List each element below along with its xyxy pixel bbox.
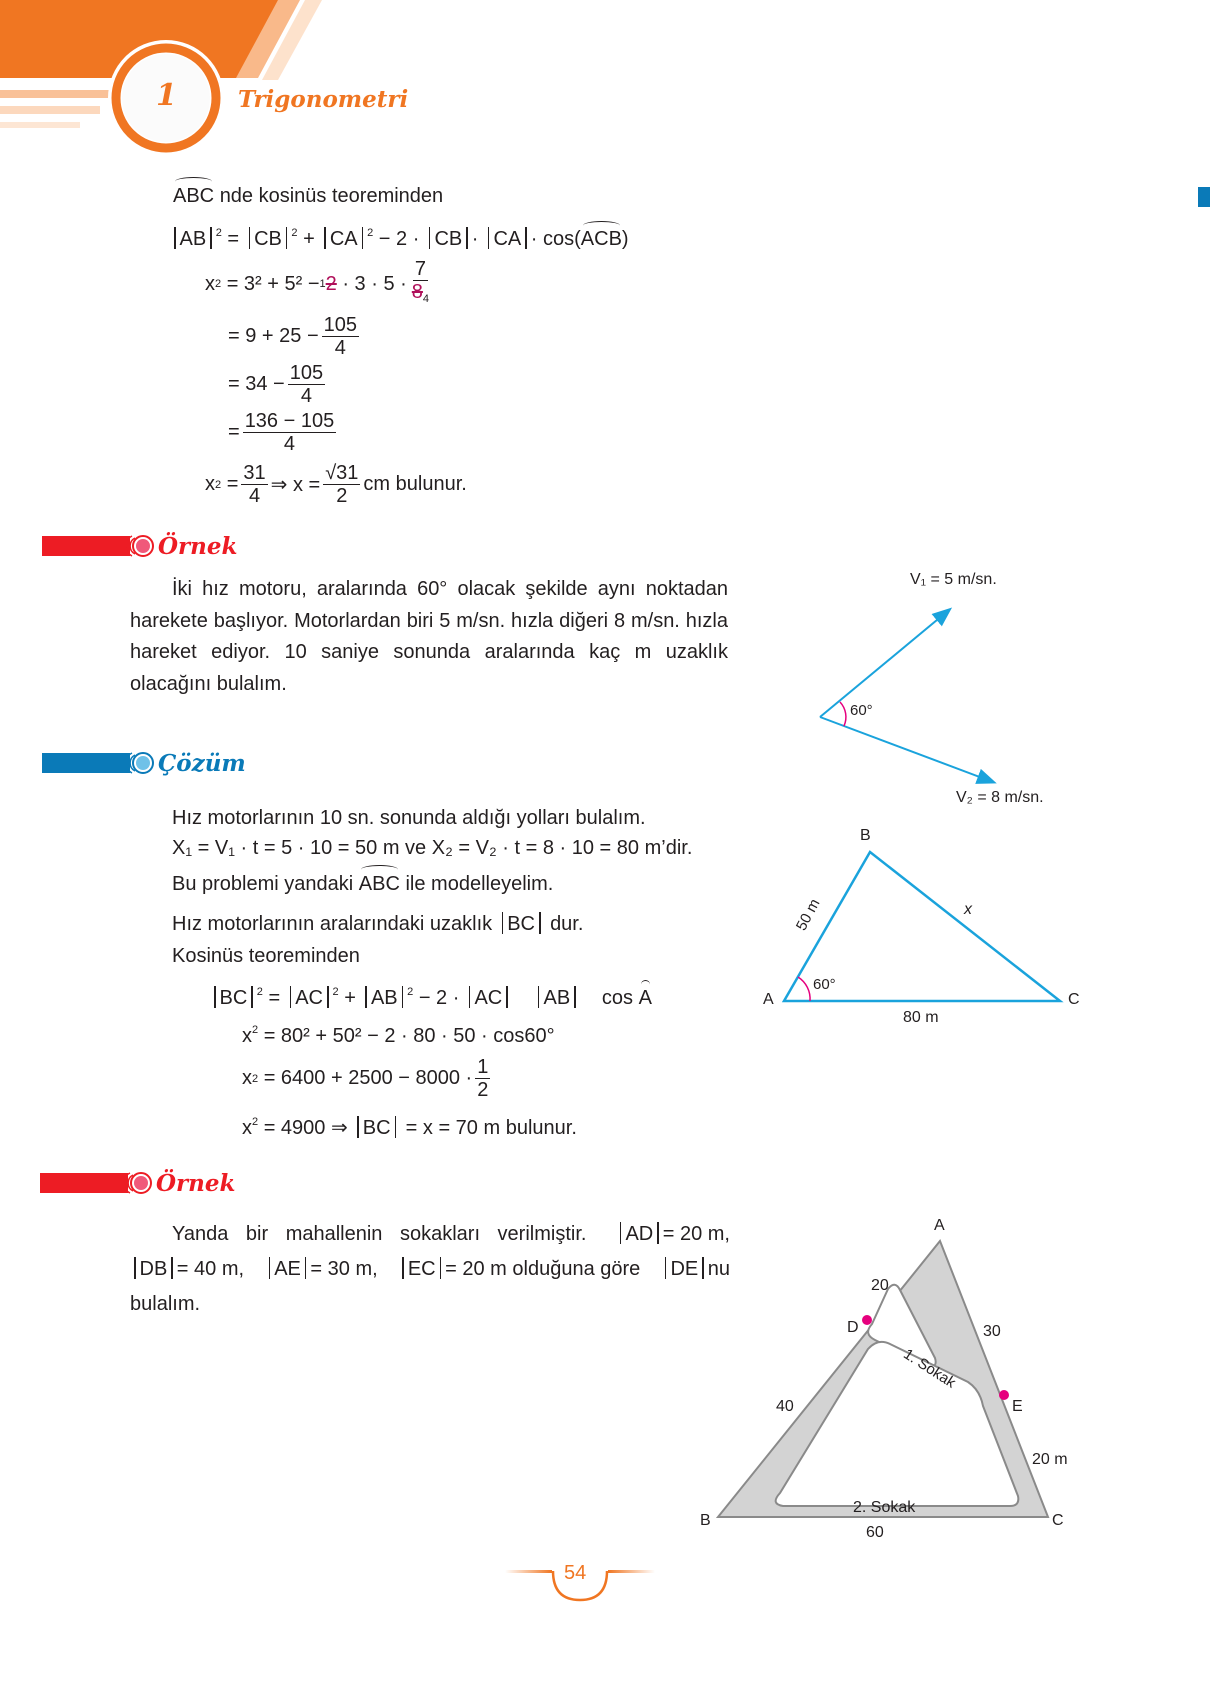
example-2-line-2: [130, 1257, 730, 1281]
chapter-title: Trigonometri: [238, 86, 409, 113]
line-3-pre: Bu problemi yandaki: [172, 873, 354, 895]
seg-ab-2: AB: [543, 987, 571, 1009]
example-heading: [42, 533, 237, 559]
frac-num: 136 − 105: [244, 410, 335, 432]
de-suffix: nu: [707, 1258, 730, 1280]
line-4-pre: Hız motorlarının aralarındaki uzaklık: [172, 913, 493, 935]
frac-den: 2: [477, 1079, 489, 1101]
frac-num: 1: [477, 1056, 489, 1078]
line-4-post: dur.: [550, 913, 584, 935]
seg-ad: AD: [625, 1223, 654, 1245]
v1-label: V₁ = 5 m/sn.: [910, 571, 997, 588]
seg-bc: BC: [219, 987, 248, 1009]
side-ad-label: 20: [871, 1277, 889, 1294]
seg-ca-2: CA: [493, 228, 522, 250]
velocity-vectors-figure: [800, 560, 1080, 810]
cosine-formula: AB $^2$ = CB $^2$ + CA $^2$ − 2 · CB · CA · cos(ACB): [170, 227, 629, 251]
intro-text: nde kosinüs teoreminden: [219, 185, 444, 207]
solution-line-5: Kosinüs teoreminden: [172, 945, 360, 967]
line-1-text: Yanda bir mahallenin sokakları verilmiştir.: [172, 1223, 587, 1245]
seg-de: DE: [670, 1258, 699, 1280]
seg-db: DB: [139, 1258, 168, 1280]
new-den: 4: [422, 293, 430, 305]
step-2-text: = 6400 + 2500 − 8000 ·: [263, 1067, 473, 1089]
side-ec-label: 20 m: [1032, 1451, 1068, 1468]
v2-label: V₂ = 8 m/sn.: [956, 789, 1044, 806]
step-3-post: = x = 70 m bulunur.: [405, 1117, 577, 1139]
page-number: 54: [564, 1562, 587, 1584]
frac-den: 4: [283, 433, 296, 455]
ad-value: = 20 m,: [662, 1223, 730, 1245]
edge-tab-marker: [1198, 187, 1210, 207]
solution-label: Çözüm: [158, 749, 246, 777]
x-var: x: [242, 1025, 252, 1047]
cancelled-eight: 8: [411, 281, 423, 303]
vertex-d: D: [847, 1319, 859, 1336]
frac-num: 105: [289, 362, 324, 384]
solution-line-4: [172, 912, 583, 936]
cancelled-two: 2: [325, 272, 337, 295]
minus-two: − 2 ·: [418, 987, 460, 1009]
frac-den: 4: [300, 385, 312, 407]
seg-ae: AE: [274, 1258, 301, 1280]
seg-ab: AB: [179, 228, 207, 250]
seg-cb-2: CB: [434, 228, 463, 250]
result-suffix: cm bulunur.: [363, 473, 467, 495]
vertex-b: B: [860, 827, 871, 844]
vertex-e: E: [1012, 1398, 1023, 1415]
x-var: x: [242, 1117, 252, 1139]
side-bc-label: x: [964, 901, 972, 918]
example-2-line-3: bulalım.: [130, 1293, 201, 1315]
angle-label: 60°: [850, 702, 873, 719]
x-var: x: [205, 473, 215, 495]
example-1-text: İki hız motoru, aralarında 60° olacak şekilde aynı noktadan harekete başlıyor. Motorlardan biri 5 m/sn. hızla diğeri 8 m/sn. hızla hareket ediyor. 10 saniye sonunda aralarında kaç m uzaklık olacağını bulalım.: [130, 578, 728, 695]
x-var: x: [242, 1067, 252, 1089]
frac-num: 7: [414, 258, 426, 280]
frac-den: 2: [336, 485, 348, 507]
step-1: x 2 = 3² + 5² − 1 2 · 3 · 5 · $\frac{7}{8_4}$: [205, 258, 430, 305]
solution-line-3: [172, 872, 553, 896]
step-4: [228, 410, 339, 455]
vertex-a: A: [763, 991, 774, 1008]
frac-den: 4: [248, 485, 261, 507]
example-heading-2: [40, 1170, 235, 1196]
step-1-text: = 80² + 50² − 2 · 80 · 50 · cos60°: [263, 1025, 555, 1047]
solution-step-2: x 2 = 6400 + 2500 − 8000 · $\frac{1}{2}$: [242, 1056, 489, 1101]
frac-num: 105: [323, 314, 358, 336]
chapter-number: 1: [156, 78, 177, 113]
step-3-pre: = 4900 ⇒: [263, 1117, 348, 1139]
angle-acb: ACB: [580, 228, 622, 250]
solution-heading: [42, 750, 246, 776]
line-3-post: ile modelleyelim.: [405, 873, 554, 895]
x-var: x: [205, 272, 215, 295]
step-1-text: = 3² + 5² −: [226, 272, 320, 295]
frac-num: 31: [243, 462, 266, 484]
frac-num: √31: [325, 462, 359, 484]
seg-ac: AC: [295, 987, 324, 1009]
cosine-formula-2: BC $^2$ = AC $^2$ + AB $^2$ − 2 · AC AB cos A: [210, 986, 652, 1010]
cosine-intro: [173, 184, 443, 208]
street-1-label: 1. Sokak: [900, 1345, 959, 1392]
ae-value: = 30 m,: [310, 1258, 378, 1280]
target-icon: [126, 750, 156, 776]
example-label: Örnek: [158, 532, 238, 560]
seg-bc: BC: [507, 913, 535, 935]
example-2-line-1: [130, 1222, 730, 1246]
cos-label: cos: [601, 987, 634, 1009]
side-ae-label: 30: [983, 1323, 1001, 1340]
seg-ca: CA: [329, 228, 358, 250]
seg-bc: BC: [362, 1117, 391, 1139]
solution-line-2: X₁ = V₁ · t = 5 · 10 = 50 m ve X₂ = V₂ · t = 8 · 10 = 80 m’dir.: [172, 837, 693, 859]
step-2-text: = 9 + 25 −: [228, 325, 319, 347]
cancel-small: 1: [319, 278, 326, 290]
solution-line-1: Hız motorlarının 10 sn. sonunda aldığı yolları bulalım.: [172, 807, 646, 829]
step-3-text: = 34 −: [228, 373, 285, 395]
triangle-abc-label: ABC: [358, 873, 400, 895]
step-2: [228, 314, 362, 359]
side-ab-label: 50 m: [792, 896, 824, 934]
side-db-label: 40: [776, 1398, 794, 1415]
step-3: [228, 362, 328, 407]
frac-den: 4: [334, 337, 346, 359]
seg-ac-2: AC: [474, 987, 503, 1009]
target-icon: [126, 533, 156, 559]
vertex-c: C: [1052, 1512, 1064, 1529]
triangle-abc-label: ABC: [173, 185, 215, 207]
side-bc-label: 60: [866, 1524, 884, 1541]
seg-ec: EC: [407, 1258, 436, 1280]
cos-label: cos: [542, 228, 575, 250]
street-2-label: 2. Sokak: [853, 1499, 916, 1516]
target-icon: [124, 1170, 154, 1196]
vertex-a: A: [934, 1217, 945, 1234]
step-1-mid: · 3 · 5 ·: [342, 272, 407, 295]
angle-label: 60°: [813, 976, 836, 993]
step-5: x 2 = $\frac{31}{4}$ ⇒ x = $\frac{√31}{2}$ cm bulunur.: [205, 462, 467, 507]
equals: =: [226, 473, 239, 495]
solution-step-3: $x^2 = 4900$ ⇒ BC = x = 70 m bulunur.: [242, 1116, 577, 1139]
seg-ab: AB: [370, 987, 398, 1009]
vertex-c: C: [1068, 991, 1080, 1008]
db-value: = 40 m,: [176, 1258, 245, 1280]
step-4-text: =: [228, 421, 240, 443]
angle-a: A: [638, 987, 652, 1009]
ec-value: = 20 m olduğuna göre: [445, 1258, 641, 1280]
example-label: Örnek: [156, 1169, 236, 1197]
seg-cb: CB: [254, 228, 282, 250]
chapter-header-graphic: [0, 0, 420, 170]
implies-text: ⇒ x =: [270, 474, 321, 496]
solution-step-1: $x^2 = 80^2 + 50^2 - 2 \cdot 80 \cdot 50 \cdot \cos 60^\circ$: [242, 1024, 555, 1047]
vertex-b: B: [700, 1512, 711, 1529]
side-ac-label: 80 m: [903, 1009, 939, 1026]
